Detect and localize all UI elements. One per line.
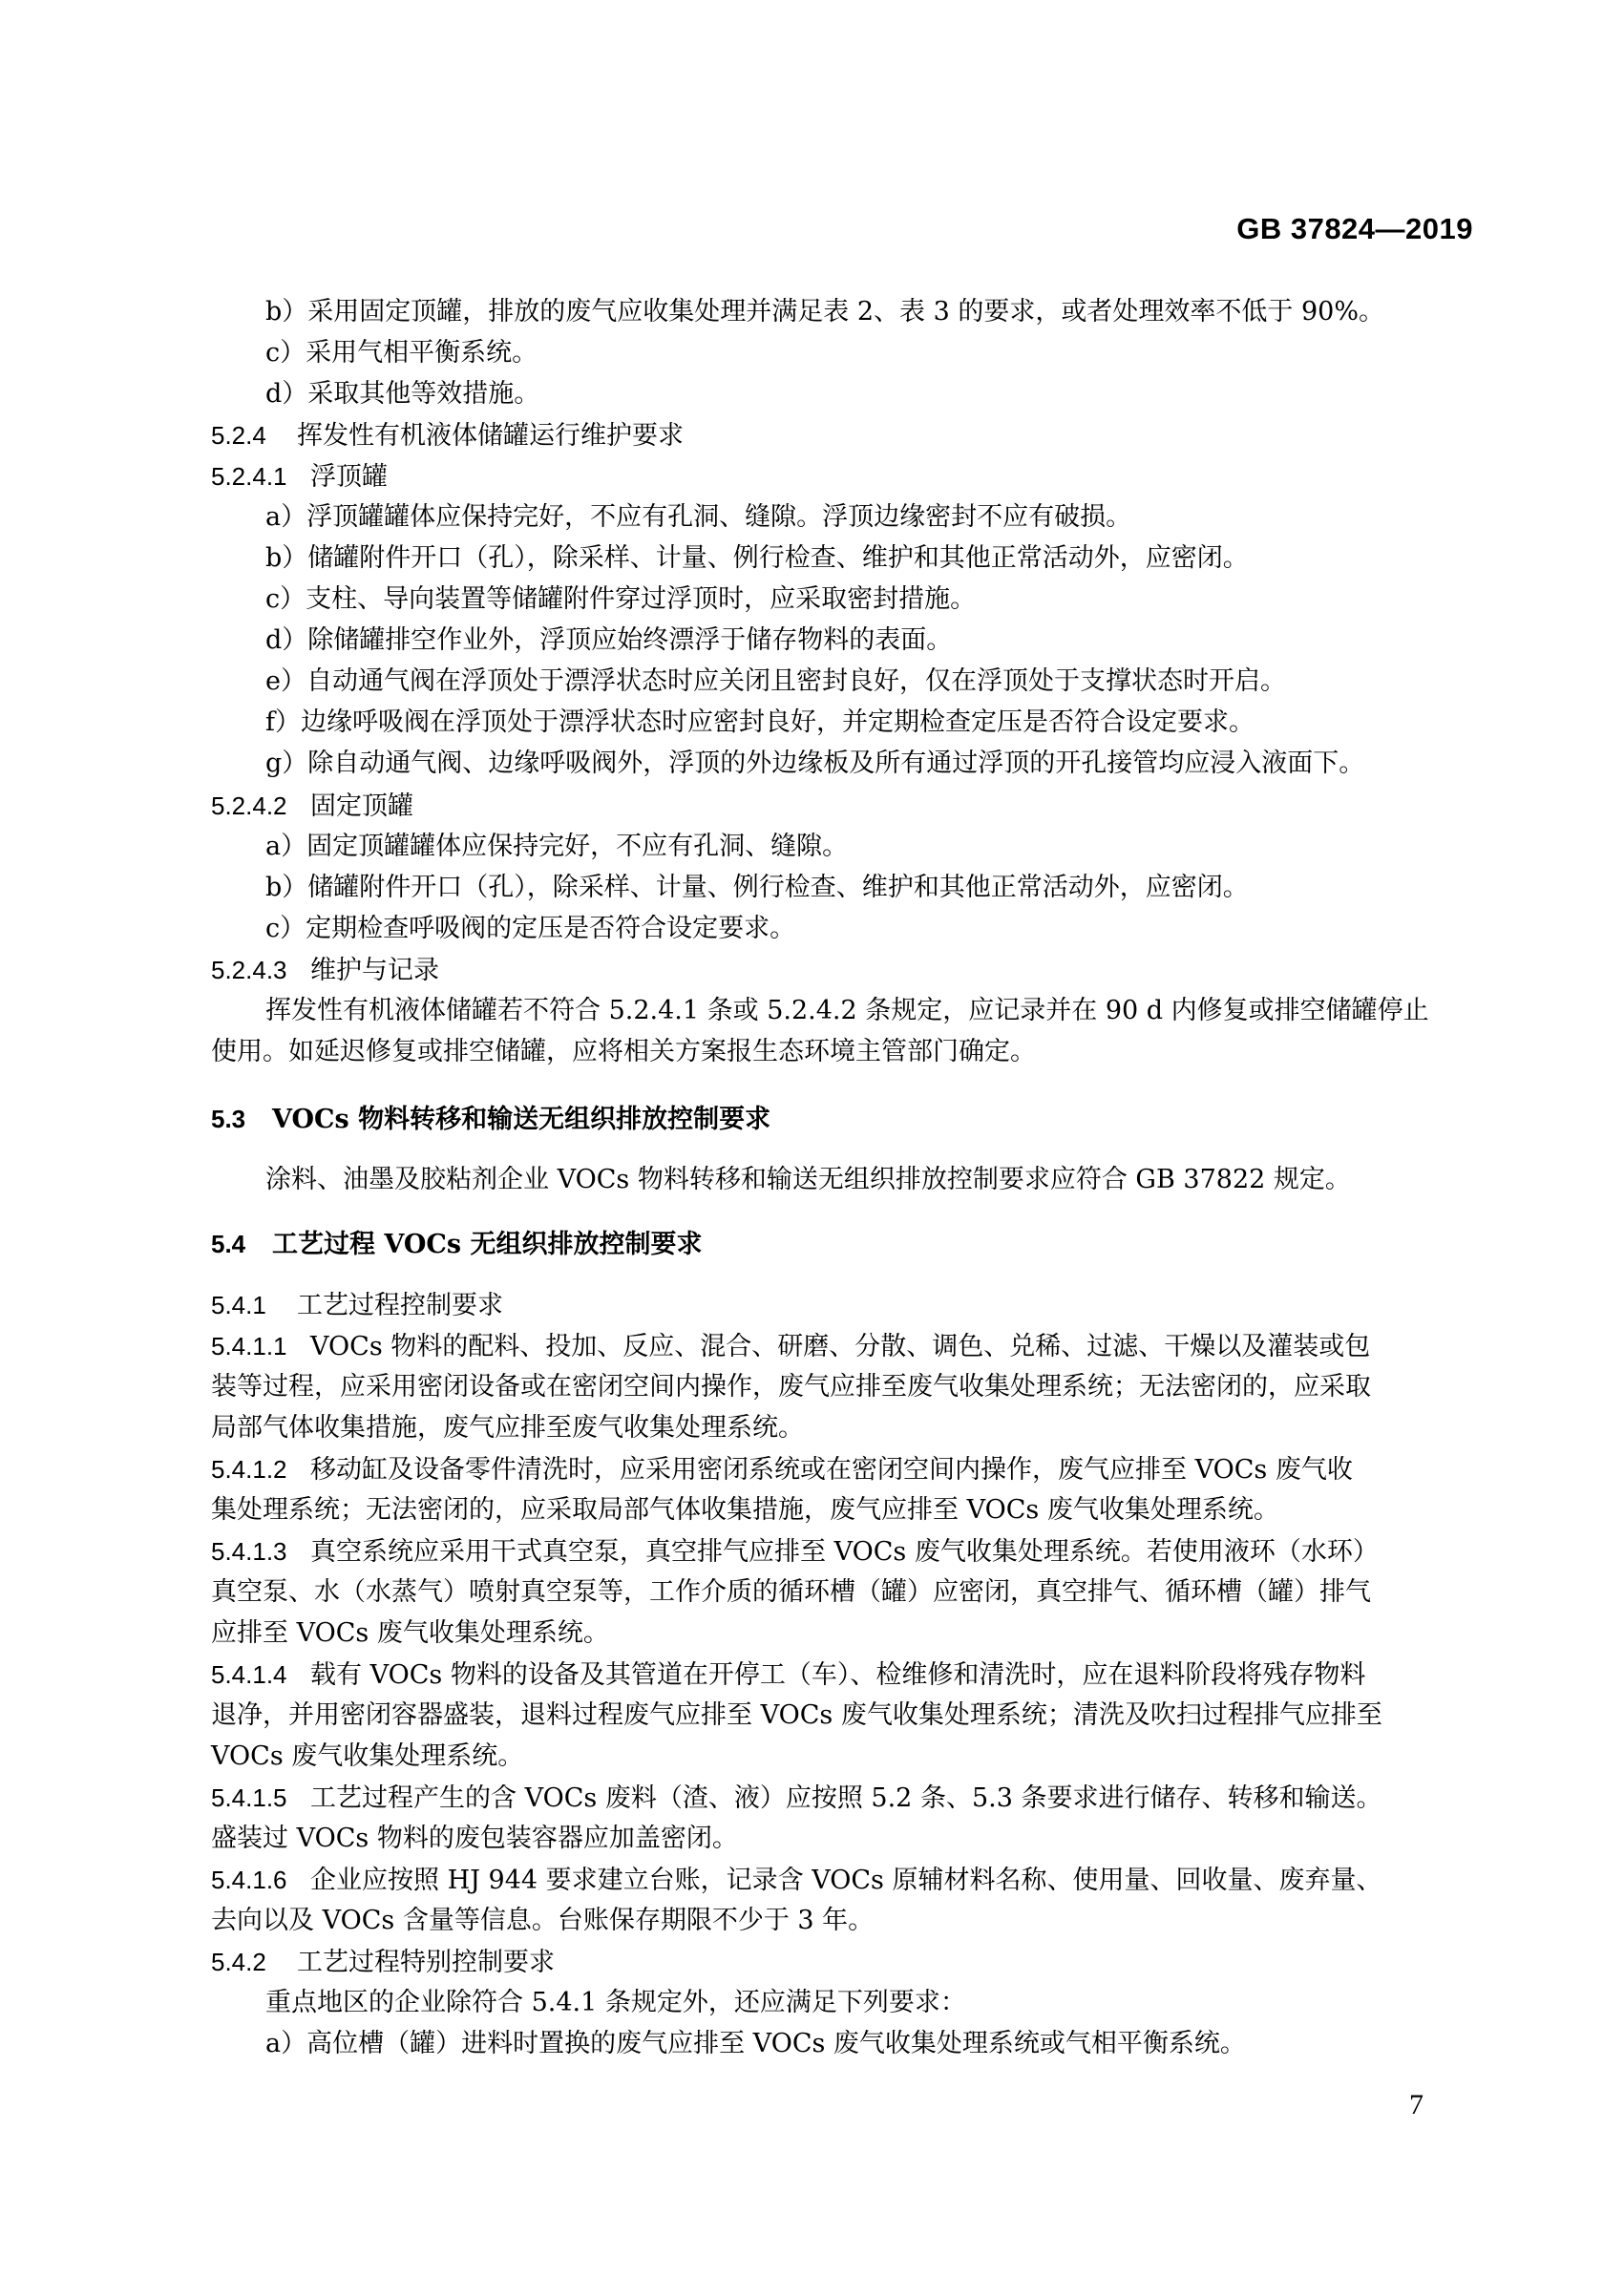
clause-text: 载有 VOCs 物料的设备及其管道在开停工（车）、检维修和清洗时，应在退料阶段将残存物料 bbox=[310, 1660, 1366, 1690]
section-heading-5-2-4 bbox=[211, 418, 684, 453]
clause-number: 5.4.1.5 bbox=[211, 1783, 287, 1812]
section-title: VOCs 物料转移和输送无组织排放控制要求 bbox=[272, 1105, 771, 1134]
section-title: 工艺过程特别控制要求 bbox=[297, 1948, 555, 1977]
clause-5-4-1-4 bbox=[211, 1657, 1365, 1693]
list-item: g）除自动通气阀、边缘呼吸阀外，浮顶的外边缘板及所有通过浮顶的开孔接管均应浸入液面下。 bbox=[265, 749, 1365, 778]
paragraph-line: 盛装过 VOCs 物料的废包装容器应加盖密闭。 bbox=[211, 1824, 738, 1853]
paragraph-line: 使用。如延迟修复或排空储罐，应将相关方案报生态环境主管部门确定。 bbox=[211, 1037, 1036, 1066]
clause-number: 5.4.1.1 bbox=[211, 1332, 287, 1360]
section-title: 工艺过程控制要求 bbox=[297, 1291, 503, 1320]
section-number: 5.3 bbox=[211, 1105, 246, 1133]
section-heading-5-2-4-1 bbox=[211, 459, 388, 495]
list-item: a）固定顶罐罐体应保持完好，不应有孔洞、缝隙。 bbox=[265, 832, 849, 861]
clause-number: 5.4.1.3 bbox=[211, 1537, 287, 1566]
clause-text: 移动缸及设备零件清洗时，应采用密闭系统或在密闭空间内操作，废气应排至 VOCs 废气收 bbox=[310, 1455, 1353, 1485]
list-item: c）定期检查呼吸阀的定压是否符合设定要求。 bbox=[265, 914, 796, 943]
list-item: d）除储罐排空作业外，浮顶应始终漂浮于储存物料的表面。 bbox=[265, 625, 953, 655]
section-heading-5-2-4-2 bbox=[211, 789, 413, 824]
section-number: 5.2.4 bbox=[211, 421, 266, 450]
clause-5-4-1-1 bbox=[211, 1329, 1370, 1364]
section-number: 5.4 bbox=[211, 1230, 246, 1258]
paragraph-line: 退净，并用密闭容器盛装，退料过程废气应排至 VOCs 废气收集处理系统；清洗及吹扫过程排气应排至 bbox=[211, 1700, 1382, 1730]
paragraph-line: 集处理系统；无法密闭的，应采取局部气体收集措施，废气应排至 VOCs 废气收集处理系统。 bbox=[211, 1495, 1279, 1525]
list-item: c）采用气相平衡系统。 bbox=[265, 338, 538, 368]
section-title: 维护与记录 bbox=[310, 956, 439, 985]
paragraph-line: VOCs 废气收集处理系统。 bbox=[211, 1741, 524, 1771]
page-number: 7 bbox=[1409, 2089, 1424, 2120]
section-number: 5.4.1 bbox=[211, 1291, 266, 1319]
list-item: b）储罐附件开口（孔），除采样、计量、例行检查、维护和其他正常活动外，应密闭。 bbox=[265, 543, 1249, 573]
clause-number: 5.4.1.4 bbox=[211, 1660, 287, 1689]
clause-5-4-1-3 bbox=[211, 1534, 1379, 1570]
list-item: b）储罐附件开口（孔），除采样、计量、例行检查、维护和其他正常活动外，应密闭。 bbox=[265, 873, 1249, 902]
clause-5-4-1-2 bbox=[211, 1452, 1353, 1487]
clause-text: 企业应按照 HJ 944 要求建立台账，记录含 VOCs 原辅材料名称、使用量、回收量、废弃量、 bbox=[310, 1866, 1382, 1895]
list-item: a）浮顶罐罐体应保持完好，不应有孔洞、缝隙。浮顶边缘密封不应有破损。 bbox=[265, 502, 1132, 532]
section-number: 5.2.4.3 bbox=[211, 956, 287, 984]
section-title: 工艺过程 VOCs 无组织排放控制要求 bbox=[272, 1230, 703, 1259]
section-heading-5-4-2 bbox=[211, 1945, 555, 1980]
list-item: f）边缘呼吸阀在浮顶处于漂浮状态时应密封良好，并定期检查定压是否符合设定要求。 bbox=[265, 707, 1255, 737]
section-number: 5.2.4.1 bbox=[211, 462, 287, 491]
list-item: d）采取其他等效措施。 bbox=[265, 379, 540, 409]
clause-text: 工艺过程产生的含 VOCs 废料（渣、液）应按照 5.2 条、5.3 条要求进行储存、转移和输送。 bbox=[310, 1783, 1382, 1813]
clause-text: VOCs 物料的配料、投加、反应、混合、研磨、分散、调色、兑稀、过滤、干燥以及灌装或包 bbox=[310, 1332, 1371, 1361]
section-title: 浮顶罐 bbox=[310, 462, 388, 492]
section-heading-5-4 bbox=[211, 1227, 702, 1262]
clause-number: 5.4.1.2 bbox=[211, 1455, 287, 1484]
paragraph-line: 去向以及 VOCs 含量等信息。台账保存期限不少于 3 年。 bbox=[211, 1906, 875, 1935]
section-title: 挥发性有机液体储罐运行维护要求 bbox=[297, 421, 684, 451]
section-title: 固定顶罐 bbox=[310, 791, 413, 821]
list-item: a）高位槽（罐）进料时置换的废气应排至 VOCs 废气收集处理系统或气相平衡系统。 bbox=[265, 2029, 1246, 2058]
clause-5-4-1-5 bbox=[211, 1781, 1381, 1816]
paragraph-line: 重点地区的企业除符合 5.4.1 条规定外，还应满足下列要求： bbox=[265, 1988, 966, 2017]
section-heading-5-2-4-3 bbox=[211, 953, 439, 988]
paragraph-line: 挥发性有机液体储罐若不符合 5.2.4.1 条或 5.2.4.2 条规定，应记录并在 90 d 内修复或排空储罐停止 bbox=[265, 996, 1429, 1025]
clause-text: 真空系统应采用干式真空泵，真空排气应排至 VOCs 废气收集处理系统。若使用液环（水环） bbox=[310, 1537, 1379, 1567]
list-item: e）自动通气阀在浮顶处于漂浮状态时应关闭且密封良好，仅在浮顶处于支撑状态时开启。 bbox=[265, 666, 1286, 696]
section-heading-5-3 bbox=[211, 1102, 770, 1137]
list-item: b）采用固定顶罐，排放的废气应收集处理并满足表 2、表 3 的要求，或者处理效率不低于 90%。 bbox=[265, 297, 1384, 327]
paragraph-line: 涂料、油墨及胶粘剂企业 VOCs 物料转移和输送无组织排放控制要求应符合 GB 37822 规定。 bbox=[265, 1165, 1351, 1194]
paragraph-line: 局部气体收集措施，废气应排至废气收集处理系统。 bbox=[211, 1413, 804, 1443]
clause-5-4-1-6 bbox=[211, 1863, 1382, 1898]
list-item: c）支柱、导向装置等储罐附件穿过浮顶时，应采取密封措施。 bbox=[265, 584, 977, 614]
paragraph-line: 应排至 VOCs 废气收集处理系统。 bbox=[211, 1618, 609, 1648]
clause-number: 5.4.1.6 bbox=[211, 1866, 287, 1894]
section-number: 5.4.2 bbox=[211, 1948, 266, 1976]
standard-number: GB 37824—2019 bbox=[1236, 212, 1473, 245]
section-number: 5.2.4.2 bbox=[211, 791, 287, 820]
paragraph-line: 真空泵、水（水蒸气）喷射真空泵等，工作介质的循环槽（罐）应密闭，真空排气、循环槽（罐）排气 bbox=[211, 1577, 1371, 1607]
paragraph-line: 装等过程，应采用密闭设备或在密闭空间内操作，废气应排至废气收集处理系统；无法密闭的，应采取 bbox=[211, 1372, 1371, 1402]
section-heading-5-4-1 bbox=[211, 1288, 503, 1323]
